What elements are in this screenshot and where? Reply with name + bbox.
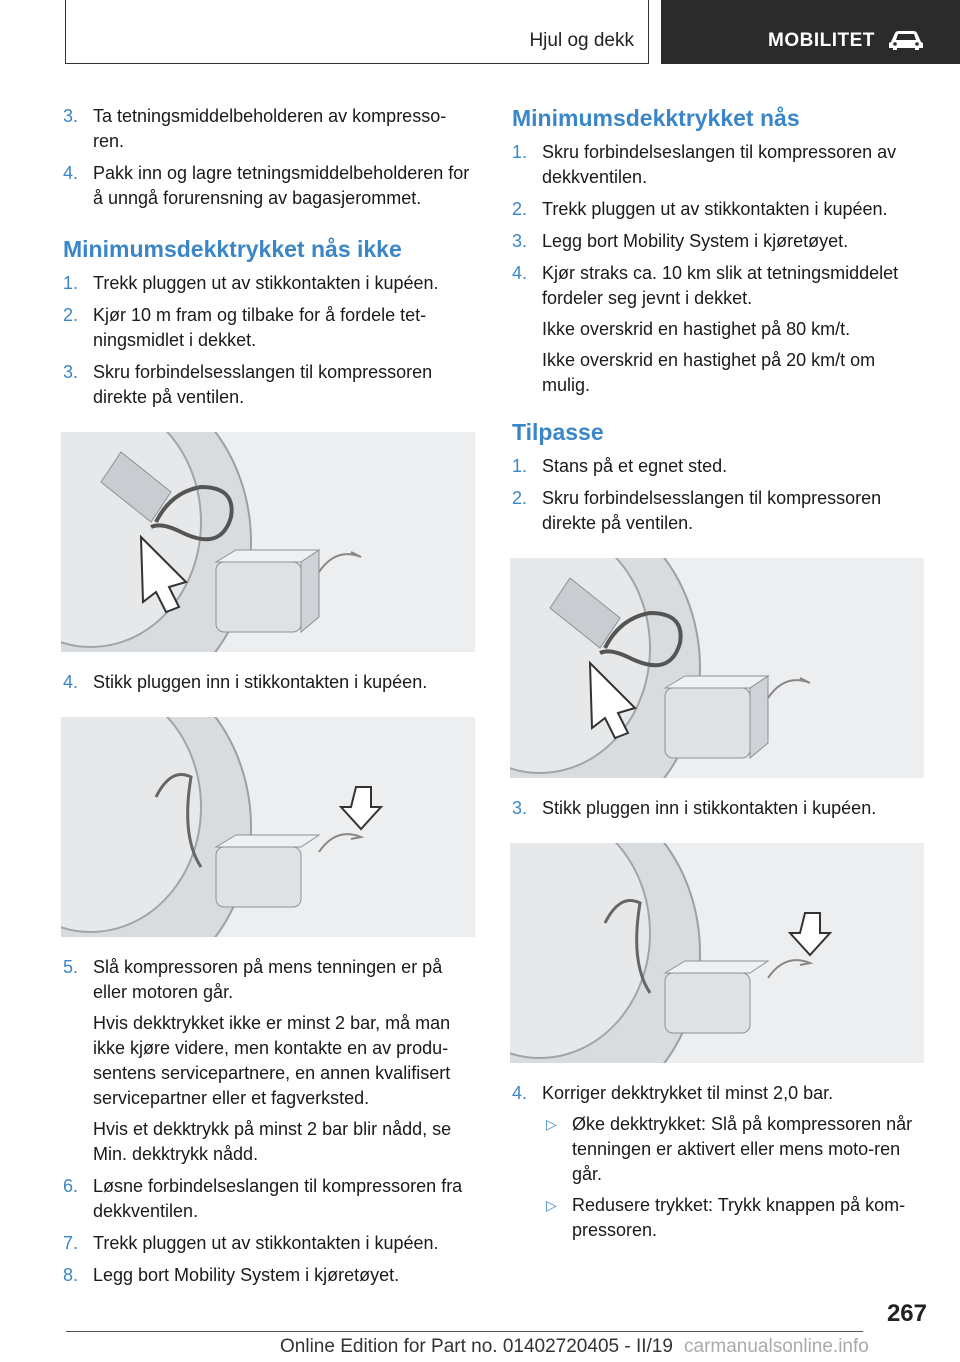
step-item: 5. Slå kompressoren på mens tenningen er på eller motoren går. Hvis dekktrykket ikke er minst 2 bar, må man ikke kjøre videre, men kontakte en av produ-sentens servicepartnere, en annen kvalifisert servicepartner eller et fagverksted. Hvis et dekktrykk på minst 2 bar blir nådd, se Min. dekktrykk nådd. [63, 957, 452, 1164]
sub-item: ▷ Øke dekktrykket: Slå på kompressoren når tenningen er aktivert eller mens moto-ren går. [546, 1114, 913, 1184]
plug-illustration [510, 843, 924, 1063]
header-section-box [65, 0, 649, 64]
step-item: 4. Korriger dekktrykket til minst 2,0 bar. ▷ Øke dekktrykket: Slå på kompressoren når tenningen er aktivert eller mens moto-ren går. ▷ Redusere trykket: Trykk knappen på kom-pressoren. [512, 1081, 924, 1243]
step-item: 2. Kjør 10 m fram og tilbake for å fordele tet-ningsmidlet i dekket. [63, 305, 427, 350]
left-column [63, 104, 475, 1295]
step-item: 3. Stikk pluggen inn i stikkontakten i kupéen. [512, 798, 877, 818]
step-item: 8. Legg bort Mobility System i kjøretøyet. [63, 1265, 400, 1285]
step-item: 1. Skru forbindelseslangen til kompressoren av dekkventilen. [512, 142, 897, 187]
section-heading: Minimumsdekktrykket nås [512, 105, 800, 131]
compressor-illustration [61, 432, 475, 652]
right-column [512, 104, 924, 1250]
page-number: 267 [886, 1300, 927, 1327]
chapter-title: MOBILITET [768, 30, 875, 51]
car-icon [887, 28, 925, 52]
step-item: 4. Stikk pluggen inn i stikkontakten i kupéen. [63, 672, 428, 692]
section-heading: Minimumsdekktrykket nås ikke [63, 236, 402, 262]
edition-text: Online Edition for Part no. 01402720405 - II/19 [280, 1336, 673, 1357]
section-heading: Tilpasse [512, 419, 604, 445]
compressor-illustration [510, 558, 924, 778]
step-item: 3. Skru forbindelsesslangen til kompressoren direkte på ventilen. [63, 362, 433, 407]
step-item: 4. Pakk inn og lagre tetningsmiddelbeholderen for å unngå forurensning av bagasjerommet. [63, 163, 470, 208]
step-item: 7. Trekk pluggen ut av stikkontakten i kupéen. [63, 1233, 439, 1253]
step-item: 2. Skru forbindelsesslangen til kompressoren direkte på ventilen. [512, 488, 882, 533]
sub-item: ▷ Redusere trykket: Trykk knappen på kom-pressoren. [546, 1195, 906, 1240]
plug-illustration [61, 717, 475, 937]
step-item: 6. Løsne forbindelseslangen til kompressoren fra dekkventilen. [63, 1176, 463, 1221]
step-item: 4. Kjør straks ca. 10 km slik at tetningsmiddelet fordeler seg jevnt i dekket. Ikke overskrid en hastighet på 80 km/t. Ikke overskrid en hastighet på 20 km/t om mulig. [512, 263, 899, 395]
watermark-text: carmanualsonline.info [684, 1336, 869, 1357]
step-item: 1. Stans på et egnet sted. [512, 456, 728, 476]
step-item: 3. Legg bort Mobility System i kjøretøyet. [512, 231, 849, 251]
step-item: 1. Trekk pluggen ut av stikkontakten i kupéen. [63, 273, 439, 293]
step-item: 2. Trekk pluggen ut av stikkontakten i kupéen. [512, 199, 888, 219]
header-chapter-box [661, 0, 960, 64]
section-title: Hjul og dekk [529, 30, 634, 51]
step-item: 3. Ta tetningsmiddelbeholderen av kompresso-ren. [63, 106, 447, 151]
footer-divider [66, 1331, 863, 1332]
